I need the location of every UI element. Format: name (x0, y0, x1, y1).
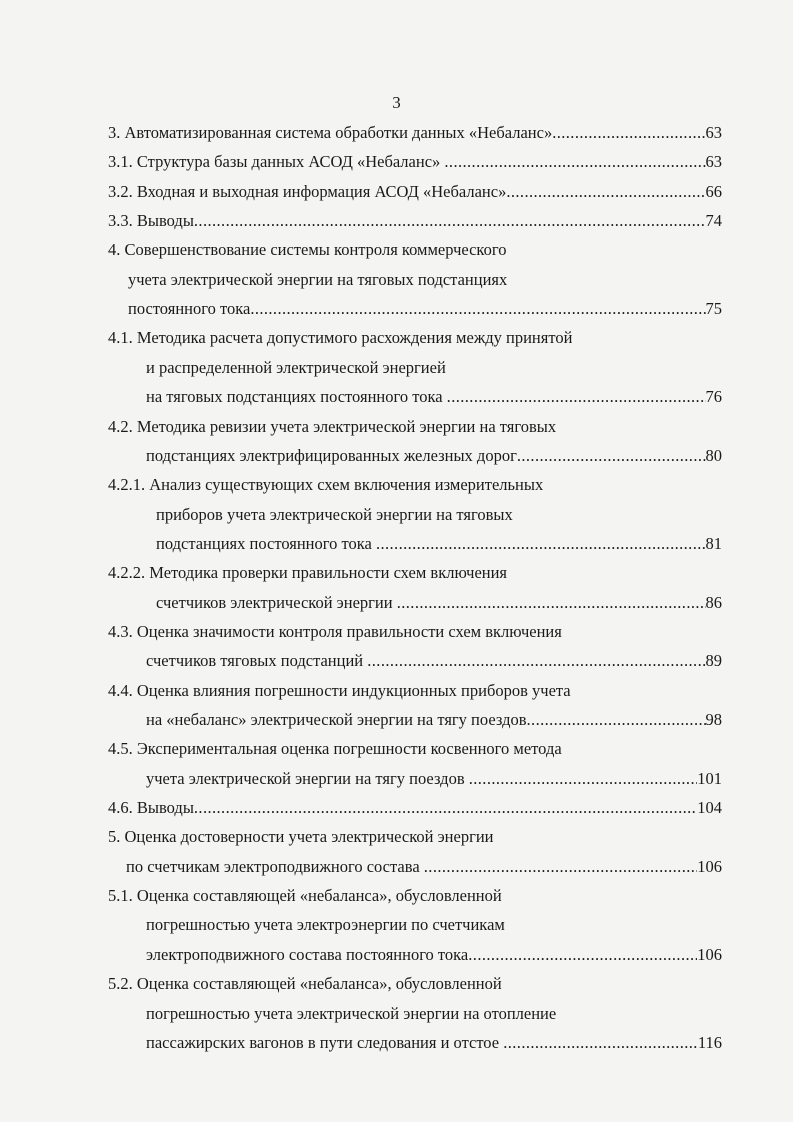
toc-line (146, 766, 722, 792)
toc-entry-title: 4.6. Выводы (108, 798, 194, 818)
toc-entry-title: постоянного тока (128, 299, 251, 319)
toc-line: 5. Оценка достоверности учета электрической энергии (108, 827, 494, 847)
toc-page-number: 75 (705, 299, 722, 319)
toc-page-number: 74 (705, 211, 722, 231)
page-number: 3 (392, 93, 401, 112)
toc-leader-dots (367, 648, 705, 674)
toc-leader-dots (376, 531, 706, 557)
toc-leader-dots (469, 766, 698, 792)
toc-entry-title: счетчиков электрической энергии (156, 592, 397, 612)
toc-entry-title: учета электрической энергии на тягу поездов (146, 768, 469, 788)
toc-line (146, 707, 722, 733)
toc-leader-dots (517, 443, 706, 469)
toc-line: 4.4. Оценка влияния погрешности индукционных приборов учета (108, 680, 571, 700)
toc-leader-dots (506, 179, 705, 205)
toc-line (108, 149, 722, 175)
toc-line: 4.2.2. Методика проверки правильности схем включения (108, 563, 508, 583)
toc-entry-title: подстанциях электрифицированных железных дорог (146, 445, 517, 465)
toc-line (108, 179, 722, 205)
toc-line: 5.2. Оценка составляющей «небаланса», обусловленной (108, 974, 502, 994)
toc-entry-title: 3.1. Структура базы данных АСОД «Небаланс» (108, 152, 445, 172)
toc-page-number: 104 (697, 798, 722, 818)
toc-line (156, 590, 722, 616)
toc-line: 4.2.1. Анализ существующих схем включения измерительных (108, 475, 544, 495)
toc-line (128, 296, 722, 322)
toc-page-number: 66 (705, 181, 722, 201)
toc-page-number: 86 (705, 592, 722, 612)
toc-page-number: 81 (705, 533, 722, 553)
toc-entry-title: 3.3. Выводы (108, 211, 194, 231)
toc-line (146, 942, 722, 968)
toc-line (156, 531, 722, 557)
toc-leader-dots (424, 854, 697, 880)
toc-line: 4. Совершенствование системы контроля коммерческого (108, 240, 507, 260)
toc-page-number: 116 (697, 1032, 722, 1052)
toc-entry-title: на тяговых подстанциях постоянного тока (146, 387, 447, 407)
toc-leader-dots (194, 795, 697, 821)
toc-leader-dots (447, 384, 706, 410)
toc-entry-title: 3. Автоматизированная система обработки данных «Небаланс» (108, 123, 553, 142)
toc-line (146, 1030, 722, 1056)
toc-line: 5.1. Оценка составляющей «небаланса», обусловленной (108, 886, 502, 906)
toc-line: и распределенной электрической энергией (146, 357, 446, 377)
toc-leader-dots (552, 120, 705, 146)
toc-entry-title: пассажирских вагонов в пути следования и отстое (146, 1032, 504, 1052)
toc-line (108, 120, 722, 146)
toc-page-number: 63 (705, 123, 722, 142)
toc-entry-title: на «небаланс» электрической энергии на тягу поездов (146, 710, 527, 729)
toc-page-number: 76 (705, 387, 722, 407)
toc-line: 4.5. Экспериментальная оценка погрешности косвенного метода (108, 739, 562, 759)
toc-entry-title: счетчиков тяговых подстанций (146, 651, 368, 671)
toc-line: 4.1. Методика расчета допустимого расхождения между принятой (108, 328, 573, 348)
toc-line: учета электрической энергии на тяговых подстанциях (128, 269, 508, 289)
toc-line (146, 648, 722, 674)
toc-page-number: 106 (697, 944, 722, 964)
toc-page-number: 106 (697, 856, 722, 876)
toc-entry-title: электроподвижного состава постоянного тока (146, 944, 469, 964)
toc-leader-dots (397, 590, 706, 616)
toc-leader-dots (503, 1030, 698, 1056)
toc-page-number: 89 (705, 651, 722, 671)
toc-line: погрешностью учета электрической энергии на отопление (146, 1003, 557, 1023)
toc-leader-dots (194, 208, 706, 234)
toc-page-number: 80 (705, 445, 722, 465)
toc-leader-dots (527, 707, 706, 733)
toc-line (146, 384, 722, 410)
toc-page-number: 101 (697, 768, 722, 788)
toc-line (126, 854, 722, 880)
toc-line: 4.3. Оценка значимости контроля правильности схем включения (108, 621, 562, 641)
toc-line: 4.2. Методика ревизии учета электрической энергии на тяговых (108, 416, 557, 436)
toc-line (108, 208, 722, 234)
toc-line (108, 795, 722, 821)
toc-page-number: 63 (705, 152, 722, 172)
toc-line (146, 443, 722, 469)
toc-line: приборов учета электрической энергии на тяговых (156, 504, 513, 524)
toc-leader-dots (444, 149, 705, 175)
toc-leader-dots (468, 942, 697, 968)
toc-entry-title: подстанциях постоянного тока (156, 533, 376, 553)
toc-leader-dots (250, 296, 705, 322)
toc-page-number: 98 (705, 710, 722, 729)
toc-line: погрешностью учета электроэнергии по счетчикам (146, 915, 505, 935)
toc-entry-title: по счетчикам электроподвижного состава (126, 856, 424, 876)
toc-entry-title: 3.2. Входная и выходная информация АСОД «Небаланс» (108, 181, 507, 201)
